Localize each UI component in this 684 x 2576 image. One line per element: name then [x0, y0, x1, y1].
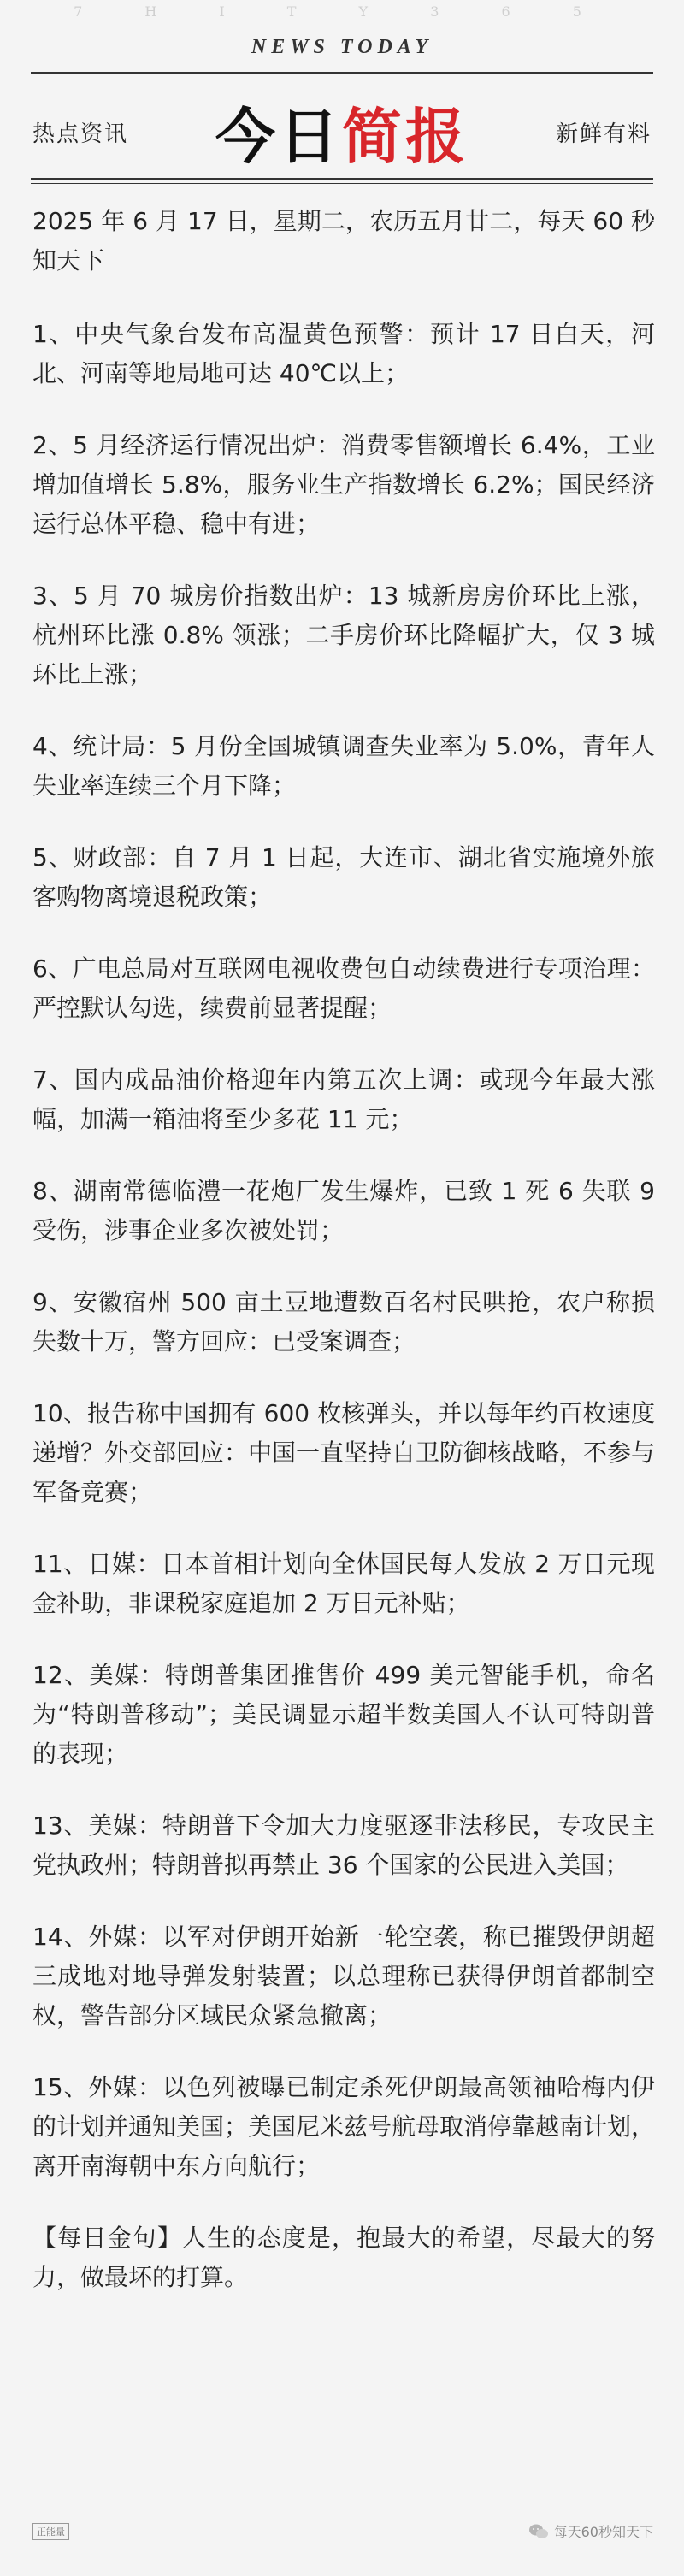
news-item: 1、中央气象台发布高温黄色预警：预计 17 日白天，河北、河南等地局地可达 40℃以上；: [32, 320, 655, 387]
daily-quote: 【每日金句】人生的态度是，抱最大的希望，尽最大的努力，做最坏的打算。: [32, 2224, 655, 2291]
masthead-divider: [31, 178, 653, 180]
top-letters: 7 H I T Y 3 6 5: [74, 3, 610, 20]
news-item: 6、广电总局对互联网电视收费包自动续费进行专项治理：严控默认勾选，续费前显著提醒；: [32, 954, 655, 1022]
date-line: 2025 年 6 月 17 日，星期二，农历五月廿二，每天 60 秒知天下: [32, 207, 655, 275]
news-content: [32, 202, 655, 2330]
top-divider: [31, 72, 653, 74]
news-today-label: NEWS TODAY: [251, 36, 433, 58]
news-item: 4、统计局：5 月份全国城镇调查失业率为 5.0%，青年人失业率连续三个月下降；: [32, 732, 655, 800]
news-item: 12、美媒：特朗普集团推售价 499 美元智能手机，命名为“特朗普移动”；美民调显示超半数美国人不认可特朗普的表现；: [32, 1661, 655, 1768]
news-item: 13、美媒：特朗普下令加大力度驱逐非法移民，专攻民主党执政州；特朗普拟再禁止 36 个国家的公民进入美国；: [32, 1811, 655, 1879]
news-item: 9、安徽宿州 500 亩土豆地遭数百名村民哄抢，农户称损失数十万，警方回应：已受案调查；: [32, 1288, 655, 1356]
masthead-right-label: 新鲜有料: [555, 121, 652, 147]
title-part-1: 今日: [215, 102, 342, 172]
news-item: 8、湖南常德临澧一花炮厂发生爆炸，已致 1 死 6 失联 9 受伤，涉事企业多次被处罚；: [32, 1177, 655, 1244]
masthead-divider-thin: [31, 183, 653, 184]
footer-watermark: [528, 2521, 653, 2541]
title-part-2: 简报: [342, 102, 469, 172]
news-item: 10、报告称中国拥有 600 枚核弹头，并以每年约百枚速度递增？外交部回应：中国一直坚持自卫防御核战略，不参与军备竞赛；: [32, 1399, 656, 1506]
news-item: 14、外媒：以军对伊朗开始新一轮空袭，称已摧毁伊朗超三成地对地导弹发射装置；以总理称已获得伊朗首都制空权，警告部分区域民众紧急撤离；: [32, 1923, 655, 2029]
news-item: 7、国内成品油价格迎年内第五次上调：或现今年最大涨幅，加满一箱油将至少多花 11 元；: [32, 1066, 655, 1133]
news-item: 2、5 月经济运行情况出炉：消费零售额增长 6.4%，工业增加值增长 5.8%，服务业生产指数增长 6.2%；国民经济运行总体平稳、稳中有进；: [32, 431, 655, 538]
footer-watermark-text: 每天60秒知天下: [553, 2524, 653, 2540]
masthead-left-label: 热点资讯: [32, 121, 129, 147]
news-item: 5、财政部：自 7 月 1 日起，大连市、湖北省实施境外旅客购物离境退税政策；: [32, 843, 655, 911]
footer-logo: 正能量: [32, 2523, 69, 2540]
news-item: 11、日媒：日本首相计划向全体国民每人发放 2 万日元现金补助，非课税家庭追加 2 万日元补贴；: [32, 1550, 655, 1617]
news-item: 3、5 月 70 城房价指数出炉：13 城新房房价环比上涨，杭州环比涨 0.8% 领涨；二手房价环比降幅扩大，仅 3 城环比上涨；: [32, 582, 655, 688]
news-item: 15、外媒：以色列被曝已制定杀死伊朗最高领袖哈梅内伊的计划并通知美国；美国尼米兹号航母取消停靠越南计划，离开南海朝中东方向航行；: [32, 2073, 656, 2180]
wechat-icon: [528, 2524, 549, 2539]
